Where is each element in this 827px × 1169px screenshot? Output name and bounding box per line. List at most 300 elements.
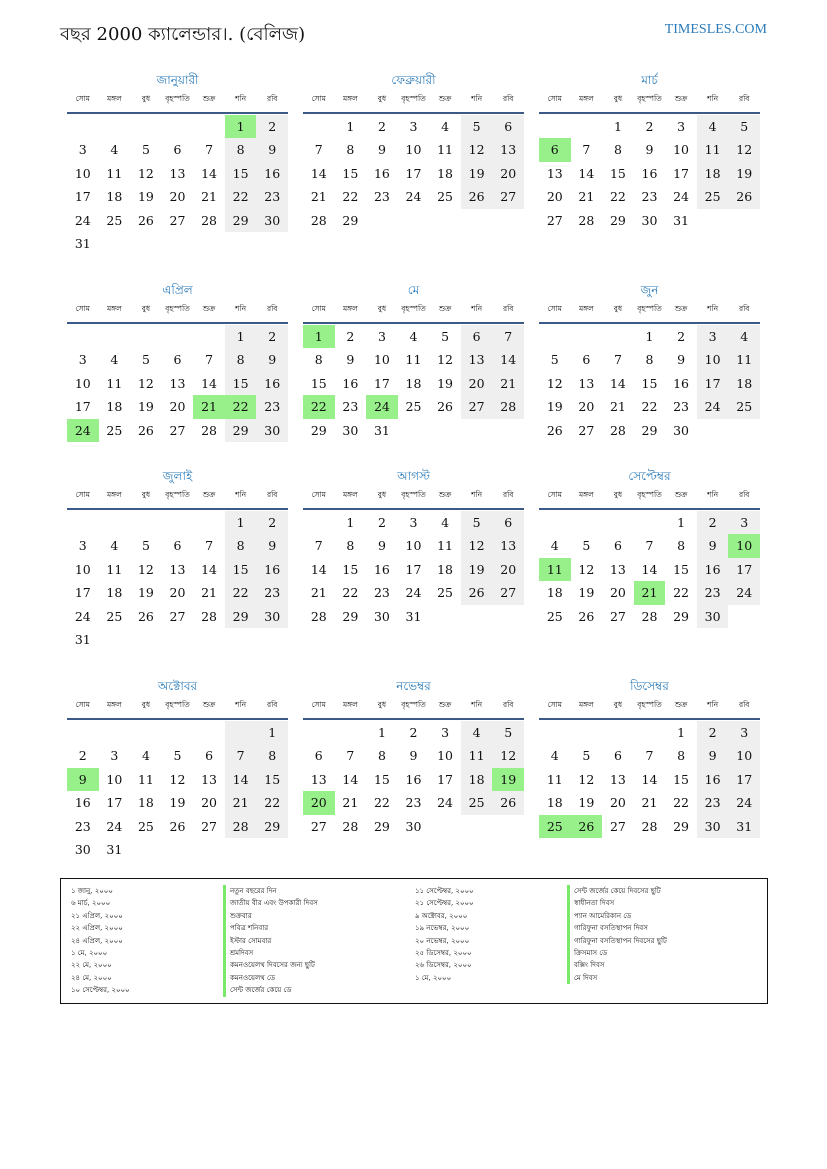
day-cell: 7 bbox=[582, 142, 591, 158]
holiday-day-cell: 26 bbox=[571, 815, 603, 838]
day-cell: 14 bbox=[201, 375, 218, 391]
day-cell: 24 bbox=[697, 395, 729, 418]
day-cell: 3 bbox=[409, 119, 418, 134]
day-cell: 5 bbox=[582, 748, 591, 764]
day-cell: 6 bbox=[582, 352, 591, 368]
weekday-label: বৃহস্পতি bbox=[401, 94, 426, 103]
empty-cell bbox=[99, 511, 131, 534]
day-cell: 1 bbox=[377, 725, 386, 740]
day-cell: 27 bbox=[169, 608, 186, 624]
empty-cell bbox=[193, 115, 225, 138]
day-cell: 4 bbox=[728, 325, 760, 348]
day-grid bbox=[539, 721, 760, 838]
weekday-label: বুধ bbox=[613, 700, 623, 709]
holiday-date-column bbox=[415, 885, 474, 984]
weekday-label: বুধ bbox=[377, 700, 387, 709]
weekday-label: বৃহস্পতি bbox=[637, 700, 662, 709]
day-cell: 21 bbox=[201, 189, 218, 205]
day-cell: 13 bbox=[609, 771, 626, 787]
day-cell: 12 bbox=[578, 561, 595, 577]
month-title: মার্চ bbox=[641, 73, 658, 87]
day-cell: 7 bbox=[225, 744, 257, 767]
day-cell: 15 bbox=[373, 771, 390, 787]
empty-cell bbox=[303, 115, 335, 138]
day-cell: 16 bbox=[256, 162, 288, 185]
holiday-day-cell: 22 bbox=[225, 395, 257, 418]
weekday-label: রবি bbox=[266, 490, 278, 499]
day-cell: 28 bbox=[492, 395, 524, 418]
weekday-label: শনি bbox=[471, 700, 483, 709]
day-cell: 20 bbox=[492, 162, 524, 185]
day-cell: 28 bbox=[310, 212, 327, 228]
day-cell: 5 bbox=[492, 721, 524, 744]
day-grid bbox=[303, 721, 524, 838]
day-cell: 26 bbox=[461, 581, 493, 604]
day-cell: 14 bbox=[310, 165, 327, 181]
day-cell: 20 bbox=[201, 795, 218, 811]
day-grid bbox=[67, 721, 288, 861]
weekday-label: শনি bbox=[707, 94, 719, 103]
holiday-date: ৬ মার্চ, ২০০০ bbox=[71, 899, 111, 908]
day-cell: 12 bbox=[137, 165, 154, 181]
day-cell: 5 bbox=[461, 511, 493, 534]
weekday-label: শনি bbox=[235, 94, 247, 103]
holiday-day-cell: 19 bbox=[492, 768, 524, 791]
holiday-name: জাতীয় বীর এবং উপকারী দিবস bbox=[223, 897, 318, 909]
day-cell: 14 bbox=[201, 165, 218, 181]
day-cell: 27 bbox=[461, 395, 493, 418]
day-cell: 26 bbox=[728, 185, 760, 208]
holiday-date: ২৫ ডিসেম্বর, ২০০০ bbox=[415, 948, 472, 957]
month-title: অক্টোবর bbox=[157, 679, 198, 693]
weekday-label: শনি bbox=[235, 700, 247, 709]
day-cell: 15 bbox=[225, 162, 257, 185]
day-cell: 15 bbox=[673, 771, 690, 787]
day-cell: 8 bbox=[314, 352, 323, 368]
day-cell: 27 bbox=[169, 212, 186, 228]
day-cell: 30 bbox=[373, 608, 390, 624]
day-cell: 30 bbox=[74, 841, 91, 857]
weekday-label: বৃহস্পতি bbox=[165, 304, 190, 313]
day-cell: 10 bbox=[106, 771, 123, 787]
holiday-name: নতুন বছরের দিন bbox=[223, 885, 318, 897]
weekday-label: মঙ্গল bbox=[106, 304, 122, 313]
day-cell: 29 bbox=[256, 815, 288, 838]
day-cell: 10 bbox=[697, 348, 729, 371]
day-cell: 9 bbox=[645, 142, 654, 158]
month-title: জুন bbox=[640, 283, 659, 297]
empty-cell bbox=[335, 721, 367, 744]
day-cell: 1 bbox=[346, 119, 355, 134]
empty-cell bbox=[571, 721, 603, 744]
weekday-label: রবি bbox=[738, 94, 750, 103]
holiday-date: ২১ সেপ্টেম্বর, ২০০০ bbox=[415, 899, 474, 908]
day-cell: 1 bbox=[613, 119, 622, 134]
weekday-label: বুধ bbox=[141, 94, 151, 103]
day-cell: 12 bbox=[728, 138, 760, 161]
weekday-label: শুক্র bbox=[202, 304, 216, 313]
day-cell: 18 bbox=[437, 165, 454, 181]
day-cell: 22 bbox=[609, 189, 626, 205]
day-cell: 9 bbox=[697, 534, 729, 557]
day-cell: 27 bbox=[201, 818, 218, 834]
day-cell: 30 bbox=[673, 422, 690, 438]
day-cell: 19 bbox=[728, 162, 760, 185]
holiday-name: ইস্টার সোমবার bbox=[223, 935, 318, 947]
weekday-label: শুক্র bbox=[674, 94, 688, 103]
day-cell: 11 bbox=[137, 771, 154, 787]
day-cell: 2 bbox=[256, 115, 288, 138]
day-cell: 21 bbox=[342, 795, 359, 811]
day-cell: 12 bbox=[437, 352, 454, 368]
day-cell: 31 bbox=[728, 815, 760, 838]
day-cell: 6 bbox=[314, 748, 323, 764]
day-cell: 27 bbox=[546, 212, 563, 228]
day-cell: 7 bbox=[346, 748, 355, 764]
weekday-header bbox=[67, 486, 288, 510]
day-cell: 26 bbox=[169, 818, 186, 834]
weekday-label: রবি bbox=[738, 304, 750, 313]
weekday-label: রবি bbox=[502, 490, 514, 499]
day-cell: 3 bbox=[697, 325, 729, 348]
day-cell: 7 bbox=[645, 748, 654, 764]
empty-cell bbox=[303, 721, 335, 744]
day-cell: 25 bbox=[106, 422, 123, 438]
day-cell: 13 bbox=[169, 561, 186, 577]
empty-cell bbox=[602, 721, 634, 744]
day-cell: 9 bbox=[409, 748, 418, 764]
day-cell: 3 bbox=[377, 329, 386, 344]
day-grid bbox=[539, 511, 760, 628]
day-cell: 8 bbox=[645, 352, 654, 368]
day-cell: 18 bbox=[697, 162, 729, 185]
weekday-label: বুধ bbox=[141, 304, 151, 313]
day-cell: 21 bbox=[225, 791, 257, 814]
weekday-header bbox=[67, 90, 288, 114]
weekday-label: শুক্র bbox=[674, 490, 688, 499]
day-grid bbox=[303, 511, 524, 628]
site-link[interactable]: TIMESLES.COM bbox=[664, 22, 767, 37]
day-cell: 27 bbox=[492, 581, 524, 604]
day-cell: 20 bbox=[169, 399, 186, 415]
day-cell: 29 bbox=[641, 422, 658, 438]
day-cell: 14 bbox=[310, 561, 327, 577]
weekday-header bbox=[67, 300, 288, 324]
empty-cell bbox=[193, 511, 225, 534]
day-cell: 16 bbox=[405, 771, 422, 787]
day-cell: 22 bbox=[641, 399, 658, 415]
holiday-name: সেন্ট জর্জের কেয়ে ডে bbox=[223, 984, 318, 996]
day-cell: 27 bbox=[310, 818, 327, 834]
weekday-header bbox=[539, 696, 760, 720]
month-title: ফেব্রুয়ারী bbox=[391, 73, 436, 87]
empty-cell bbox=[193, 325, 225, 348]
month-title: ডিসেম্বর bbox=[630, 679, 669, 693]
day-cell: 21 bbox=[310, 189, 327, 205]
day-grid bbox=[67, 511, 288, 651]
holiday-day-cell: 24 bbox=[67, 419, 99, 442]
month-block bbox=[539, 70, 760, 232]
day-cell: 26 bbox=[137, 608, 154, 624]
day-cell: 22 bbox=[673, 585, 690, 601]
empty-cell bbox=[193, 721, 225, 744]
day-cell: 13 bbox=[578, 375, 595, 391]
day-cell: 11 bbox=[546, 771, 563, 787]
day-cell: 15 bbox=[609, 165, 626, 181]
holiday-name: গারিফুনা বসতিস্থাপন দিবসের ছুটি bbox=[567, 935, 667, 947]
day-cell: 2 bbox=[256, 325, 288, 348]
day-cell: 8 bbox=[346, 142, 355, 158]
weekday-label: বৃহস্পতি bbox=[401, 700, 426, 709]
day-cell: 5 bbox=[582, 538, 591, 554]
day-cell: 26 bbox=[137, 422, 154, 438]
day-cell: 19 bbox=[137, 399, 154, 415]
day-cell: 7 bbox=[205, 352, 214, 368]
empty-cell bbox=[99, 115, 131, 138]
day-cell: 7 bbox=[492, 325, 524, 348]
weekday-label: বুধ bbox=[613, 94, 623, 103]
holiday-day-cell: 20 bbox=[303, 791, 335, 814]
weekday-label: শনি bbox=[471, 490, 483, 499]
day-cell: 20 bbox=[169, 585, 186, 601]
month-block bbox=[303, 280, 524, 442]
weekday-label: বৃহস্পতি bbox=[165, 700, 190, 709]
holiday-date: ২১ এপ্রিল, ২০০০ bbox=[71, 911, 123, 920]
weekday-label: শুক্র bbox=[438, 700, 452, 709]
weekday-label: বুধ bbox=[613, 304, 623, 313]
weekday-header bbox=[67, 696, 288, 720]
day-cell: 17 bbox=[697, 372, 729, 395]
day-cell: 23 bbox=[373, 189, 390, 205]
day-cell: 19 bbox=[437, 375, 454, 391]
day-cell: 13 bbox=[492, 534, 524, 557]
holiday-name: সেন্ট জর্জের কেয়ে দিবসের ছুটি bbox=[567, 885, 667, 897]
empty-cell bbox=[225, 721, 257, 744]
weekday-label: শুক্র bbox=[202, 94, 216, 103]
day-cell: 17 bbox=[437, 771, 454, 787]
holiday-date: ১ মে, ২০০০ bbox=[415, 973, 452, 982]
weekday-label: সোম bbox=[75, 94, 90, 103]
day-cell: 22 bbox=[256, 791, 288, 814]
weekday-label: সোম bbox=[547, 700, 562, 709]
day-cell: 20 bbox=[609, 795, 626, 811]
day-cell: 13 bbox=[310, 771, 327, 787]
month-title: নভেম্বর bbox=[396, 679, 431, 693]
month-block bbox=[539, 280, 760, 442]
day-cell: 19 bbox=[461, 162, 493, 185]
holiday-name: ক্রিসমাস ডে bbox=[567, 947, 667, 959]
day-cell: 12 bbox=[578, 771, 595, 787]
day-cell: 4 bbox=[697, 115, 729, 138]
day-cell: 2 bbox=[645, 119, 654, 134]
day-cell: 13 bbox=[201, 771, 218, 787]
day-cell: 4 bbox=[441, 119, 450, 134]
day-cell: 14 bbox=[342, 771, 359, 787]
day-cell: 25 bbox=[137, 818, 154, 834]
weekday-label: শুক্র bbox=[202, 490, 216, 499]
day-cell: 26 bbox=[437, 399, 454, 415]
day-cell: 11 bbox=[697, 138, 729, 161]
day-cell: 3 bbox=[728, 721, 760, 744]
day-cell: 8 bbox=[677, 538, 686, 554]
day-cell: 24 bbox=[74, 608, 91, 624]
weekday-label: বুধ bbox=[141, 490, 151, 499]
day-cell: 23 bbox=[342, 399, 359, 415]
day-cell: 15 bbox=[342, 561, 359, 577]
holiday-name: বক্সিং দিবস bbox=[567, 959, 667, 971]
day-cell: 7 bbox=[613, 352, 622, 368]
day-cell: 1 bbox=[225, 511, 257, 534]
day-cell: 10 bbox=[74, 165, 91, 181]
day-cell: 5 bbox=[141, 142, 150, 158]
weekday-label: সোম bbox=[547, 94, 562, 103]
day-cell: 11 bbox=[437, 142, 454, 158]
weekday-header bbox=[303, 300, 524, 324]
day-cell: 30 bbox=[256, 209, 288, 232]
month-title: এপ্রিল bbox=[162, 283, 193, 297]
empty-cell bbox=[162, 511, 194, 534]
weekday-label: মঙ্গল bbox=[106, 490, 122, 499]
weekday-label: শুক্র bbox=[438, 304, 452, 313]
day-cell: 29 bbox=[225, 605, 257, 628]
day-cell: 17 bbox=[405, 561, 422, 577]
day-cell: 8 bbox=[225, 348, 257, 371]
day-cell: 1 bbox=[256, 721, 288, 744]
day-cell: 18 bbox=[106, 585, 123, 601]
holiday-date: ২০ নভেম্বর, ২০০০ bbox=[415, 936, 470, 945]
day-cell: 12 bbox=[492, 744, 524, 767]
day-cell: 31 bbox=[74, 235, 91, 251]
day-cell: 3 bbox=[441, 725, 450, 740]
weekday-label: বৃহস্পতি bbox=[637, 94, 662, 103]
day-cell: 19 bbox=[169, 795, 186, 811]
day-cell: 18 bbox=[728, 372, 760, 395]
day-cell: 20 bbox=[578, 399, 595, 415]
month-block bbox=[303, 676, 524, 838]
day-cell: 30 bbox=[697, 815, 729, 838]
day-cell: 23 bbox=[673, 399, 690, 415]
day-cell: 17 bbox=[728, 768, 760, 791]
weekday-header bbox=[303, 90, 524, 114]
empty-cell bbox=[571, 511, 603, 534]
day-cell: 6 bbox=[492, 115, 524, 138]
empty-cell bbox=[571, 115, 603, 138]
weekday-label: রবি bbox=[266, 700, 278, 709]
empty-cell bbox=[67, 511, 99, 534]
day-cell: 19 bbox=[137, 585, 154, 601]
weekday-label: বুধ bbox=[377, 490, 387, 499]
day-cell: 31 bbox=[673, 212, 690, 228]
day-cell: 28 bbox=[201, 422, 218, 438]
weekday-label: শনি bbox=[235, 304, 247, 313]
month-block bbox=[539, 676, 760, 838]
day-cell: 20 bbox=[169, 189, 186, 205]
day-cell: 17 bbox=[74, 399, 91, 415]
day-cell: 29 bbox=[673, 608, 690, 624]
holiday-list bbox=[60, 878, 768, 1004]
day-cell: 6 bbox=[492, 511, 524, 534]
empty-cell bbox=[634, 721, 666, 744]
day-cell: 8 bbox=[256, 744, 288, 767]
day-cell: 18 bbox=[546, 585, 563, 601]
day-cell: 25 bbox=[437, 585, 454, 601]
day-cell: 28 bbox=[225, 815, 257, 838]
day-cell: 25 bbox=[405, 399, 422, 415]
day-cell: 29 bbox=[342, 212, 359, 228]
weekday-label: সোম bbox=[75, 304, 90, 313]
day-cell: 5 bbox=[141, 352, 150, 368]
day-cell: 29 bbox=[342, 608, 359, 624]
month-title: সেপ্টেম্বর bbox=[628, 469, 671, 483]
weekday-label: সোম bbox=[311, 304, 326, 313]
holiday-name-column bbox=[223, 885, 318, 997]
day-cell: 1 bbox=[645, 329, 654, 344]
empty-cell bbox=[162, 325, 194, 348]
month-title: জানুয়ারী bbox=[156, 73, 199, 87]
day-cell: 24 bbox=[405, 585, 422, 601]
day-cell: 16 bbox=[256, 558, 288, 581]
empty-cell bbox=[602, 325, 634, 348]
holiday-day-cell: 21 bbox=[193, 395, 225, 418]
day-cell: 23 bbox=[697, 791, 729, 814]
day-cell: 15 bbox=[641, 375, 658, 391]
day-cell: 29 bbox=[373, 818, 390, 834]
day-cell: 25 bbox=[697, 185, 729, 208]
day-cell: 1 bbox=[225, 325, 257, 348]
weekday-label: মঙ্গল bbox=[106, 94, 122, 103]
day-grid bbox=[539, 325, 760, 442]
holiday-date: ১১ সেপ্টেম্বর, ২০০০ bbox=[415, 887, 474, 895]
day-cell: 4 bbox=[441, 515, 450, 530]
weekday-label: শুক্র bbox=[438, 490, 452, 499]
day-cell: 22 bbox=[342, 585, 359, 601]
day-cell: 16 bbox=[697, 768, 729, 791]
page-title: বছর 2000 ক্যালেন্ডার।. (বেলিজ) bbox=[60, 24, 306, 45]
day-cell: 30 bbox=[256, 419, 288, 442]
day-cell: 18 bbox=[106, 189, 123, 205]
weekday-label: শনি bbox=[235, 490, 247, 499]
day-cell: 25 bbox=[461, 791, 493, 814]
day-cell: 20 bbox=[492, 558, 524, 581]
day-cell: 9 bbox=[697, 744, 729, 767]
day-cell: 26 bbox=[578, 608, 595, 624]
day-cell: 4 bbox=[141, 748, 150, 764]
holiday-name: কমনওয়েলথ ডে bbox=[223, 972, 318, 984]
day-cell: 22 bbox=[225, 185, 257, 208]
holiday-name: শুক্রবার bbox=[223, 910, 318, 922]
day-cell: 28 bbox=[201, 608, 218, 624]
day-cell: 29 bbox=[225, 209, 257, 232]
day-cell: 19 bbox=[578, 795, 595, 811]
day-cell: 4 bbox=[550, 748, 559, 764]
holiday-date: ৯ অক্টোবর, ২০০০ bbox=[415, 911, 468, 920]
day-cell: 13 bbox=[461, 348, 493, 371]
day-cell: 27 bbox=[609, 608, 626, 624]
day-cell: 25 bbox=[106, 212, 123, 228]
day-cell: 17 bbox=[673, 165, 690, 181]
day-cell: 21 bbox=[492, 372, 524, 395]
month-title: আগস্ট bbox=[397, 469, 430, 483]
day-cell: 10 bbox=[74, 561, 91, 577]
day-cell: 11 bbox=[106, 561, 123, 577]
day-cell: 15 bbox=[256, 768, 288, 791]
day-cell: 3 bbox=[110, 748, 119, 764]
day-cell: 9 bbox=[377, 142, 386, 158]
day-cell: 24 bbox=[106, 818, 123, 834]
day-cell: 29 bbox=[673, 818, 690, 834]
weekday-header bbox=[539, 300, 760, 324]
day-cell: 8 bbox=[225, 138, 257, 161]
